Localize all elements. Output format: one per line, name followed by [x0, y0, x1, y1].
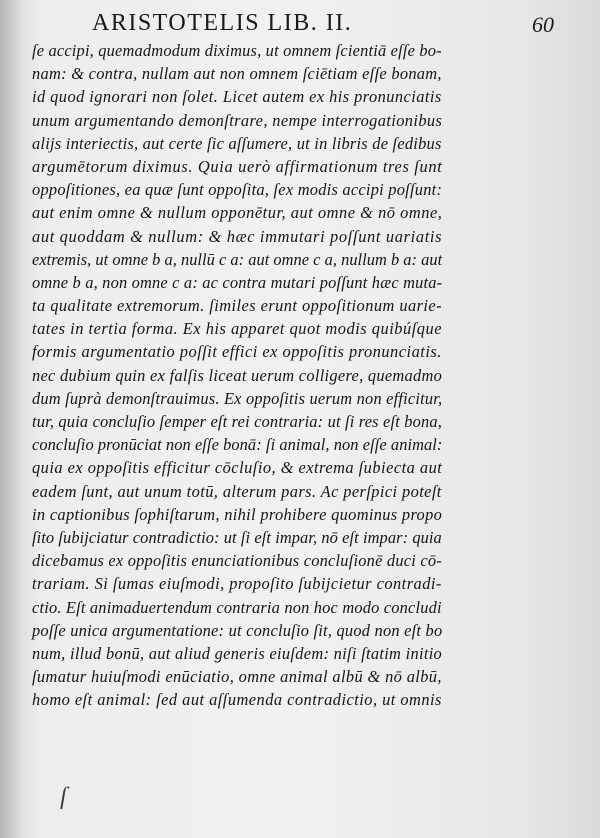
body-text: [32, 39, 442, 711]
text-line: homo eſt animal: ſed aut aſſumenda contradictio, ut omnis: [32, 690, 442, 710]
text-line: tates in tertia forma. Ex his apparet quot modis quibúſque: [32, 319, 442, 339]
text-line: dum ſuprà demonſtrauimus. Ex oppoſitis uerum non efficitur,: [32, 388, 443, 408]
text-line: argumētorum diximus. Quia uerò affirmationum tres ſunt: [32, 156, 443, 176]
running-head: ARISTOTELIS LIB. II.: [92, 10, 353, 36]
text-line: extremis, ut omne b a, nullū c a: aut omne c a, nullum b a: aut: [32, 249, 443, 269]
text-line: in captionibus ſophiſtarum, nihil prohibere quominus propo: [32, 504, 443, 524]
text-line: ſumatur huiuſmodi enūciatio, omne animal albū & nō albū,: [32, 667, 442, 687]
text-line: nam: & contra, nullam aut non omnem ſciētiam eſſe bonam,: [32, 64, 442, 84]
text-line: aut enim omne & nullum opponētur, aut omne & nō omne,: [32, 203, 443, 223]
text-line: nec dubium quin ex falſis liceat uerum colligere, quemadmo: [32, 365, 443, 385]
text-line: unum argumentando demonſtrare, nempe interrogationibus: [32, 110, 443, 130]
text-line: aut quoddam & nullum: & hæc immutari poſſunt uariatis: [32, 226, 443, 246]
page-number: 60: [532, 12, 554, 37]
text-line: omne b a, non omne c a: ac contra mutari poſſunt hæc muta-: [32, 272, 443, 292]
text-line: quia ex oppoſitis efficitur cōcluſio, & extrema ſubiecta aut: [32, 458, 443, 478]
text-line: formis argumentatio poſſit effici ex oppoſitis pronunciatis.: [32, 342, 442, 362]
text-line: ſe accipi, quemadmodum diximus, ut omnem ſcientiā eſſe bo-: [32, 41, 442, 60]
text-line: oppoſitiones, ea quæ ſunt oppoſita, ſex modis accipi poſſunt:: [32, 180, 443, 200]
text-line: poſſe unica argumentatione: ut concluſio ſit, quod non eſt bo: [32, 620, 443, 640]
text-line: id quod ignorari non ſolet. Licet autem ex his pronunciatis: [32, 87, 442, 107]
text-line: trariam. Si ſumas eiuſmodi, propoſito ſubijcietur contradi-: [32, 574, 442, 594]
text-line: tur, quia concluſio ſemper eſt rei contraria: ut ſi res eſt bona,: [32, 412, 443, 431]
text-line: concluſio pronūciat non eſſe bonā: ſi animal, non eſſe animal:: [32, 435, 443, 455]
text-line: dicebamus ex oppoſitis enunciationibus concluſionē duci cō-: [32, 551, 442, 571]
text-line: ctio. Eſt animaduertendum contraria non hoc modo concludi: [32, 597, 442, 617]
text-line: ſito ſubijciatur contradictio: ut ſi eſt impar, nō eſt impar: quia: [32, 527, 442, 547]
ink-mark: ſ: [60, 784, 67, 810]
text-line: ta qualitate extremorum. ſimiles erunt oppoſitionum uarie-: [32, 296, 443, 316]
text-line: alijs interiectis, aut certe ſic aſſumere, ut in libris de ſedibus: [32, 133, 442, 153]
text-line: eadem ſunt, aut unum totū, alterum pars. Ac perſpici poteſt: [32, 481, 442, 501]
text-line: num, illud bonū, aut aliud generis eiuſdem: niſi ſtatim initio: [32, 643, 443, 663]
